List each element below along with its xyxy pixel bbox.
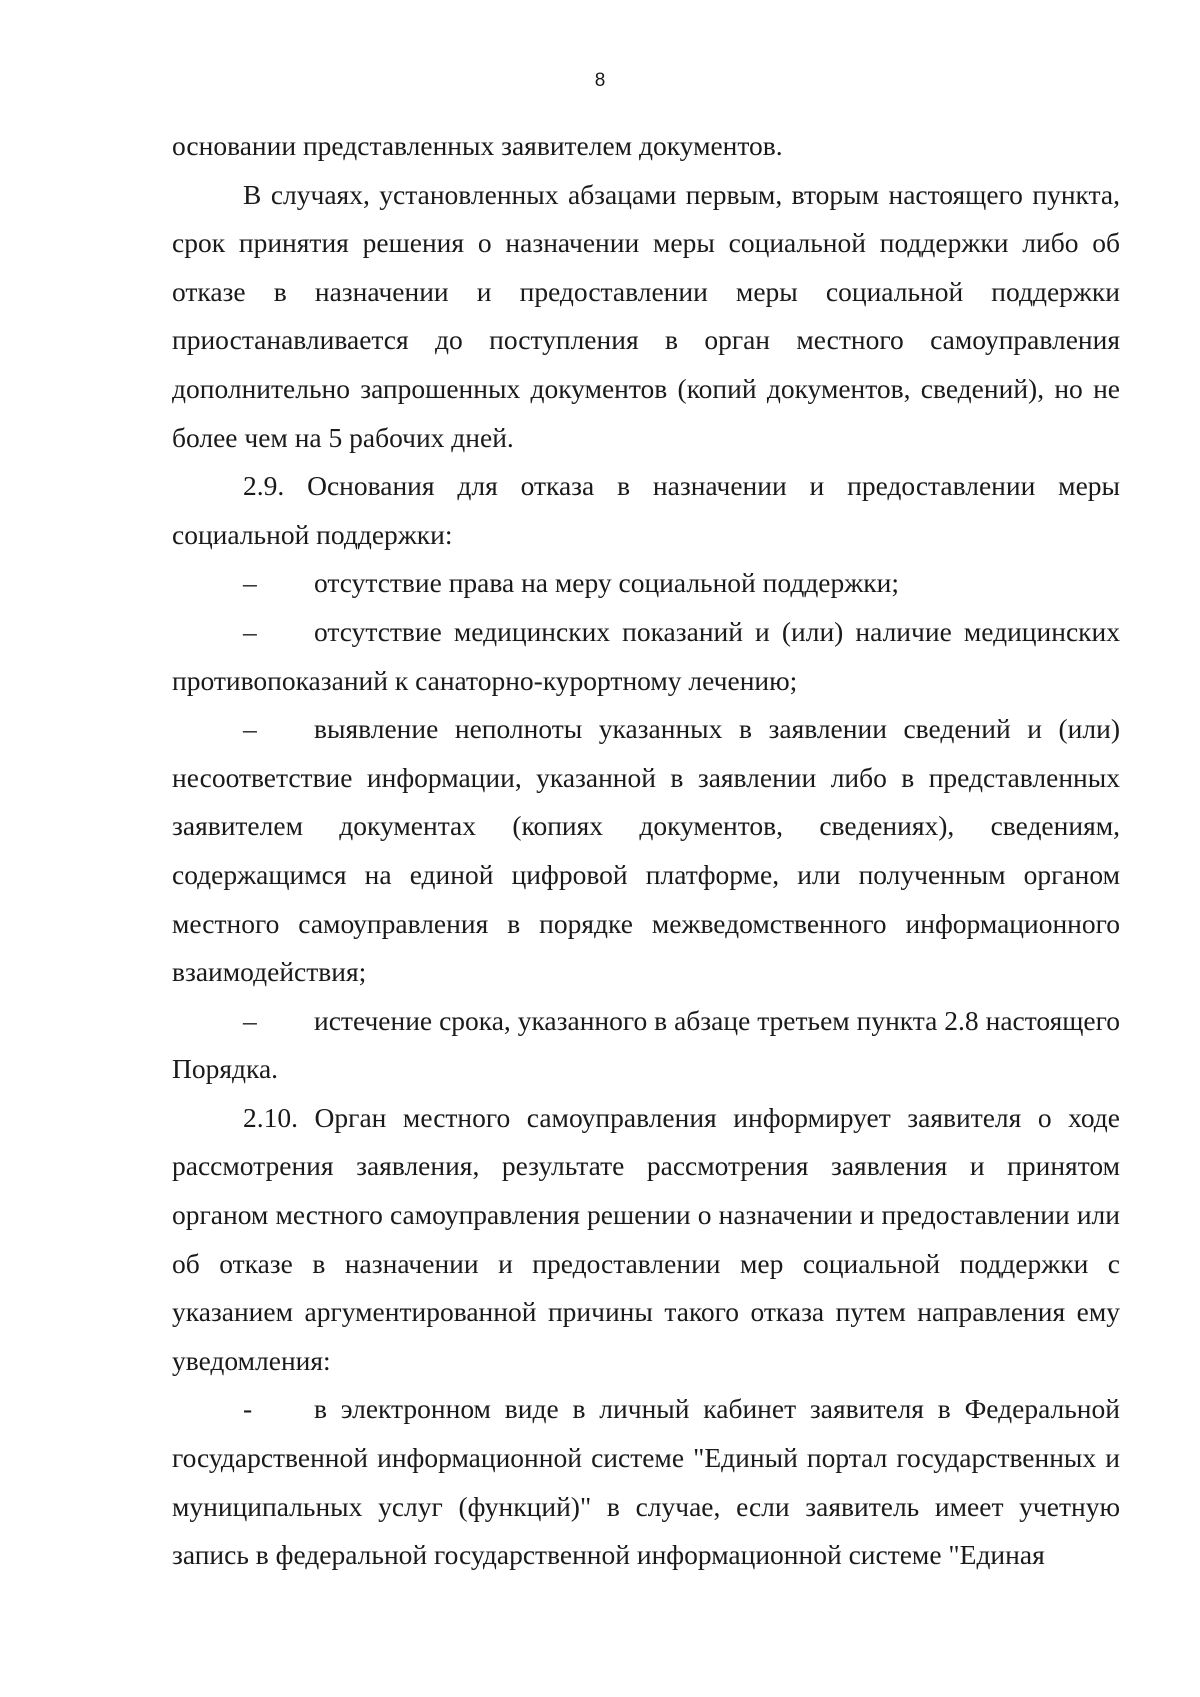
list-item (172, 559, 1120, 608)
list-item-text: отсутствие медицинских показаний и (или) наличие медицинских противопоказаний к санаторно-курортному лечению; (172, 615, 1120, 696)
list-item (172, 997, 1120, 1094)
list-item-text: истечение срока, указанного в абзаце третьем пункта 2.8 настоящего Порядка. (172, 1004, 1120, 1085)
list-item-text: выявление неполноты указанных в заявлении сведений и (или) несоответствие информации, указанной в заявлении либо в представленных заявителем документах (копиях документов, сведениях), сведениям, содержащимся на единой цифровой платформе, или полученным органом местного самоуправления в порядке межведомственного информационного взаимодействия; (172, 713, 1120, 988)
list-marker: – (243, 567, 257, 599)
list-item (172, 705, 1120, 997)
list-marker: – (243, 615, 257, 647)
document-body (172, 122, 1120, 1580)
paragraph-suspension-term: В случаях, установленных абзацами первым, вторым настоящего пункта, срок принятия решения о назначении меры социальной поддержки либо об отказе в назначении и предоставлении меры социальной поддержки приостанавливается до поступления в орган местного самоуправления дополнительно запрошенных документов (копий документов, сведений), но не более чем на 5 рабочих дней. (172, 178, 1120, 453)
list-item-text: в электронном виде в личный кабинет заявителя в Федеральной государственной информационной системе "Единый портал государственных и муниципальных услуг (функций)" в случае, если заявитель имеет учетную запись в федеральной государственной информационной системе "Единая (172, 1393, 1120, 1571)
list-item (172, 1385, 1120, 1579)
list-marker: – (243, 1004, 257, 1036)
paragraph-2-9: 2.9. Основания для отказа в назначении и предоставлении меры социальной поддержки: (172, 470, 1120, 550)
list-item (172, 608, 1120, 705)
paragraph-continuation: основании представленных заявителем документов. (172, 130, 783, 161)
paragraph-2-10: 2.10. Орган местного самоуправления информирует заявителя о ходе рассмотрения заявления, результате рассмотрения заявления и принятом органом местного самоуправления решении о назначении и предоставлении или об отказе в назначении и предоставлении мер социальной поддержки с указанием аргументированной причины такого отказа путем направления ему уведомления: (172, 1101, 1120, 1376)
list-marker: – (243, 713, 257, 745)
list-item-text: отсутствие права на меру социальной поддержки; (314, 567, 899, 599)
page-number: 8 (594, 70, 606, 91)
list-marker: - (243, 1393, 253, 1425)
